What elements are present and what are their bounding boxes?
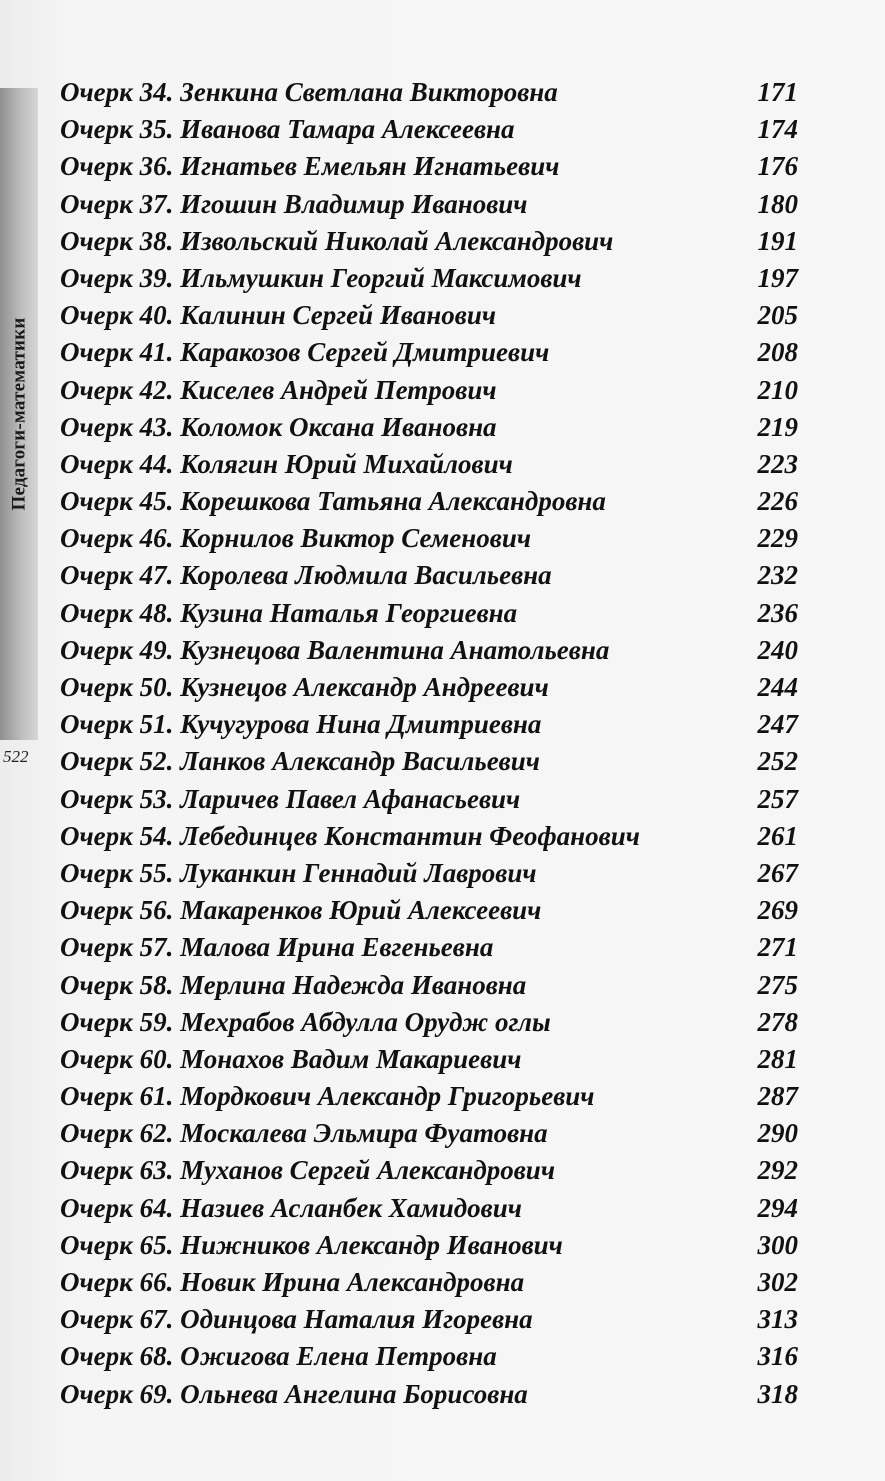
toc-entry: [60, 781, 805, 818]
toc-entry: [60, 818, 805, 855]
toc-entry-page: 278: [757, 1006, 798, 1037]
toc-entry: [60, 409, 805, 446]
toc-entry-title: Очерк 48. Кузина Наталья Георгиевна: [60, 597, 518, 628]
toc-entry-page: 208: [757, 337, 798, 368]
toc-entry-page: 171: [757, 77, 798, 107]
toc-entry: [60, 186, 805, 223]
toc-entry-title: Очерк 49. Кузнецова Валентина Анатольевна: [60, 634, 610, 665]
toc-entry-page: 302: [757, 1267, 798, 1297]
toc-entry: [60, 223, 805, 260]
toc-entry-title: Очерк 61. Мордкович Александр Григорьевич: [60, 1081, 595, 1112]
toc-entry-title: Очерк 50. Кузнецов Александр Андреевич: [60, 672, 549, 702]
toc-entry: [60, 1152, 805, 1189]
toc-entry-title: Очерк 42. Киселев Андрей Петрович: [60, 374, 497, 405]
toc-entry-title: Очерк 36. Игнатьев Емельян Игнатьевич: [60, 151, 560, 182]
toc-entry: [60, 297, 805, 334]
toc-entry: [60, 334, 805, 371]
toc-entry-title: Очерк 41. Каракозов Сергей Дмитриевич: [60, 337, 550, 368]
toc-entry-title: Очерк 65. Нижников Александр Иванович: [60, 1229, 563, 1260]
toc-entry: [60, 111, 805, 148]
toc-entry-title: Очерк 52. Ланков Александр Васильевич: [60, 746, 540, 777]
side-title-text: Педагоги-математики: [8, 317, 30, 511]
toc-entry-page: 318: [757, 1378, 798, 1409]
toc-entry: [60, 669, 805, 706]
toc-entry-page: 180: [757, 188, 798, 219]
toc-entry-title: Очерк 53. Ларичев Павел Афанасьевич: [60, 783, 521, 814]
toc-entry: [60, 1376, 805, 1413]
toc-entry: [60, 1227, 805, 1264]
toc-entry-title: Очерк 57. Малова Ирина Евгеньевна: [60, 932, 494, 963]
toc-entry-title: Очерк 68. Ожигова Елена Петровна: [60, 1341, 497, 1372]
toc-entry-title: Очерк 43. Коломок Оксана Ивановна: [60, 411, 497, 442]
toc-entry-title: Очерк 44. Колягин Юрий Михайлович: [60, 448, 513, 479]
toc-entry-page: 191: [757, 225, 798, 256]
toc-entry-title: Очерк 39. Ильмушкин Георгий Максимович: [60, 262, 582, 293]
toc-entry-page: 247: [757, 709, 798, 740]
toc-entry-page: 226: [757, 486, 798, 517]
toc-entry-title: Очерк 67. Одинцова Наталия Игоревна: [60, 1304, 533, 1335]
toc-entry-title: Очерк 34. Зенкина Светлана Викторовна: [60, 77, 558, 107]
toc-entry: [60, 1115, 805, 1152]
toc-entry-page: 316: [757, 1341, 798, 1372]
toc-entry-title: Очерк 63. Муханов Сергей Александрович: [60, 1155, 555, 1186]
toc-entry-page: 197: [757, 262, 798, 293]
toc-entry-page: 271: [757, 932, 798, 963]
toc-entry: [60, 1078, 805, 1115]
toc-entry-title: Очерк 38. Извольский Николай Александрович: [60, 225, 614, 256]
toc-entry-page: 232: [757, 560, 798, 591]
toc-entry-page: 210: [757, 374, 798, 405]
toc-entry-page: 292: [757, 1155, 798, 1186]
toc-entry: [60, 1301, 805, 1338]
toc-entry-title: Очерк 56. Макаренков Юрий Алексеевич: [60, 895, 542, 926]
toc-entry: [60, 892, 805, 929]
toc-entry: [60, 372, 805, 409]
toc-entry-title: Очерк 58. Мерлина Надежда Ивановна: [60, 969, 527, 1000]
toc-entry-page: 300: [757, 1229, 798, 1260]
toc-entry-page: 223: [757, 448, 798, 479]
toc-entry: [60, 1041, 805, 1078]
toc-entry-page: 257: [757, 783, 798, 814]
toc-entry: [60, 855, 805, 892]
toc-entry-title: Очерк 69. Ольнева Ангелина Борисовна: [60, 1378, 528, 1409]
page-number: 522: [3, 747, 29, 766]
toc-entry: [60, 483, 805, 520]
toc-entry-page: 275: [757, 969, 798, 1000]
toc-entry-page: 176: [757, 151, 798, 182]
toc-entry: [60, 1004, 805, 1041]
toc-entry: [60, 706, 805, 743]
toc-entry: [60, 1264, 805, 1301]
toc-entry-title: Очерк 40. Калинин Сергей Иванович: [60, 300, 497, 331]
toc-entry-title: Очерк 37. Игошин Владимир Иванович: [60, 188, 528, 219]
toc-entry-title: Очерк 66. Новик Ирина Александровна: [60, 1267, 525, 1297]
toc-entry: [60, 967, 805, 1004]
toc-entry-page: 219: [757, 411, 798, 442]
toc-entry-title: Очерк 45. Корешкова Татьяна Александровна: [60, 486, 606, 517]
toc-entry-page: 174: [757, 114, 798, 145]
toc-entry: [60, 446, 805, 483]
toc-entry-page: 236: [757, 597, 798, 628]
toc-entry: [60, 595, 805, 632]
toc-entry-page: 313: [757, 1304, 798, 1335]
toc-entry: [60, 743, 805, 780]
toc-entry: [60, 148, 805, 185]
toc-entry: [60, 520, 805, 557]
toc-entry-page: 205: [757, 300, 798, 331]
toc-entry-page: 267: [757, 857, 798, 888]
toc-entry-title: Очерк 55. Луканкин Геннадий Лаврович: [60, 857, 537, 888]
toc-entry-title: Очерк 59. Мехрабов Абдулла Орудж оглы: [60, 1006, 551, 1037]
toc-entry-page: 281: [757, 1043, 798, 1074]
toc-entry-title: Очерк 47. Королева Людмила Васильевна: [60, 560, 552, 591]
toc-entry: [60, 1190, 805, 1227]
toc-entry-page: 290: [757, 1118, 798, 1149]
toc-entry-title: Очерк 51. Кучугурова Нина Дмитриевна: [60, 709, 542, 740]
toc-entry-title: Очерк 64. Назиев Асланбек Хамидович: [60, 1192, 522, 1223]
toc-entry: [60, 929, 805, 966]
toc-entry-title: Очерк 62. Москалева Эльмира Фуатовна: [60, 1118, 548, 1149]
toc-entry-page: 240: [757, 634, 798, 665]
side-title: [0, 88, 38, 740]
toc-entry-page: 229: [757, 523, 798, 554]
toc-entry: [60, 74, 805, 111]
toc-entry: [60, 1338, 805, 1375]
toc-entry-page: 252: [757, 746, 798, 777]
toc-entry-title: Очерк 54. Лебединцев Константин Феофанович: [60, 820, 640, 851]
table-of-contents: [60, 74, 805, 1413]
toc-entry-title: Очерк 35. Иванова Тамара Алексеевна: [60, 114, 515, 145]
toc-entry: [60, 557, 805, 594]
toc-entry-page: 269: [757, 895, 798, 926]
toc-entry-page: 261: [757, 820, 798, 851]
toc-entry: [60, 632, 805, 669]
toc-entry-title: Очерк 60. Монахов Вадим Макариевич: [60, 1043, 522, 1074]
toc-entry-page: 244: [757, 672, 798, 702]
toc-entry-page: 287: [757, 1081, 798, 1112]
toc-entry-title: Очерк 46. Корнилов Виктор Семенович: [60, 523, 532, 554]
toc-entry-page: 294: [757, 1192, 798, 1223]
toc-entry: [60, 260, 805, 297]
